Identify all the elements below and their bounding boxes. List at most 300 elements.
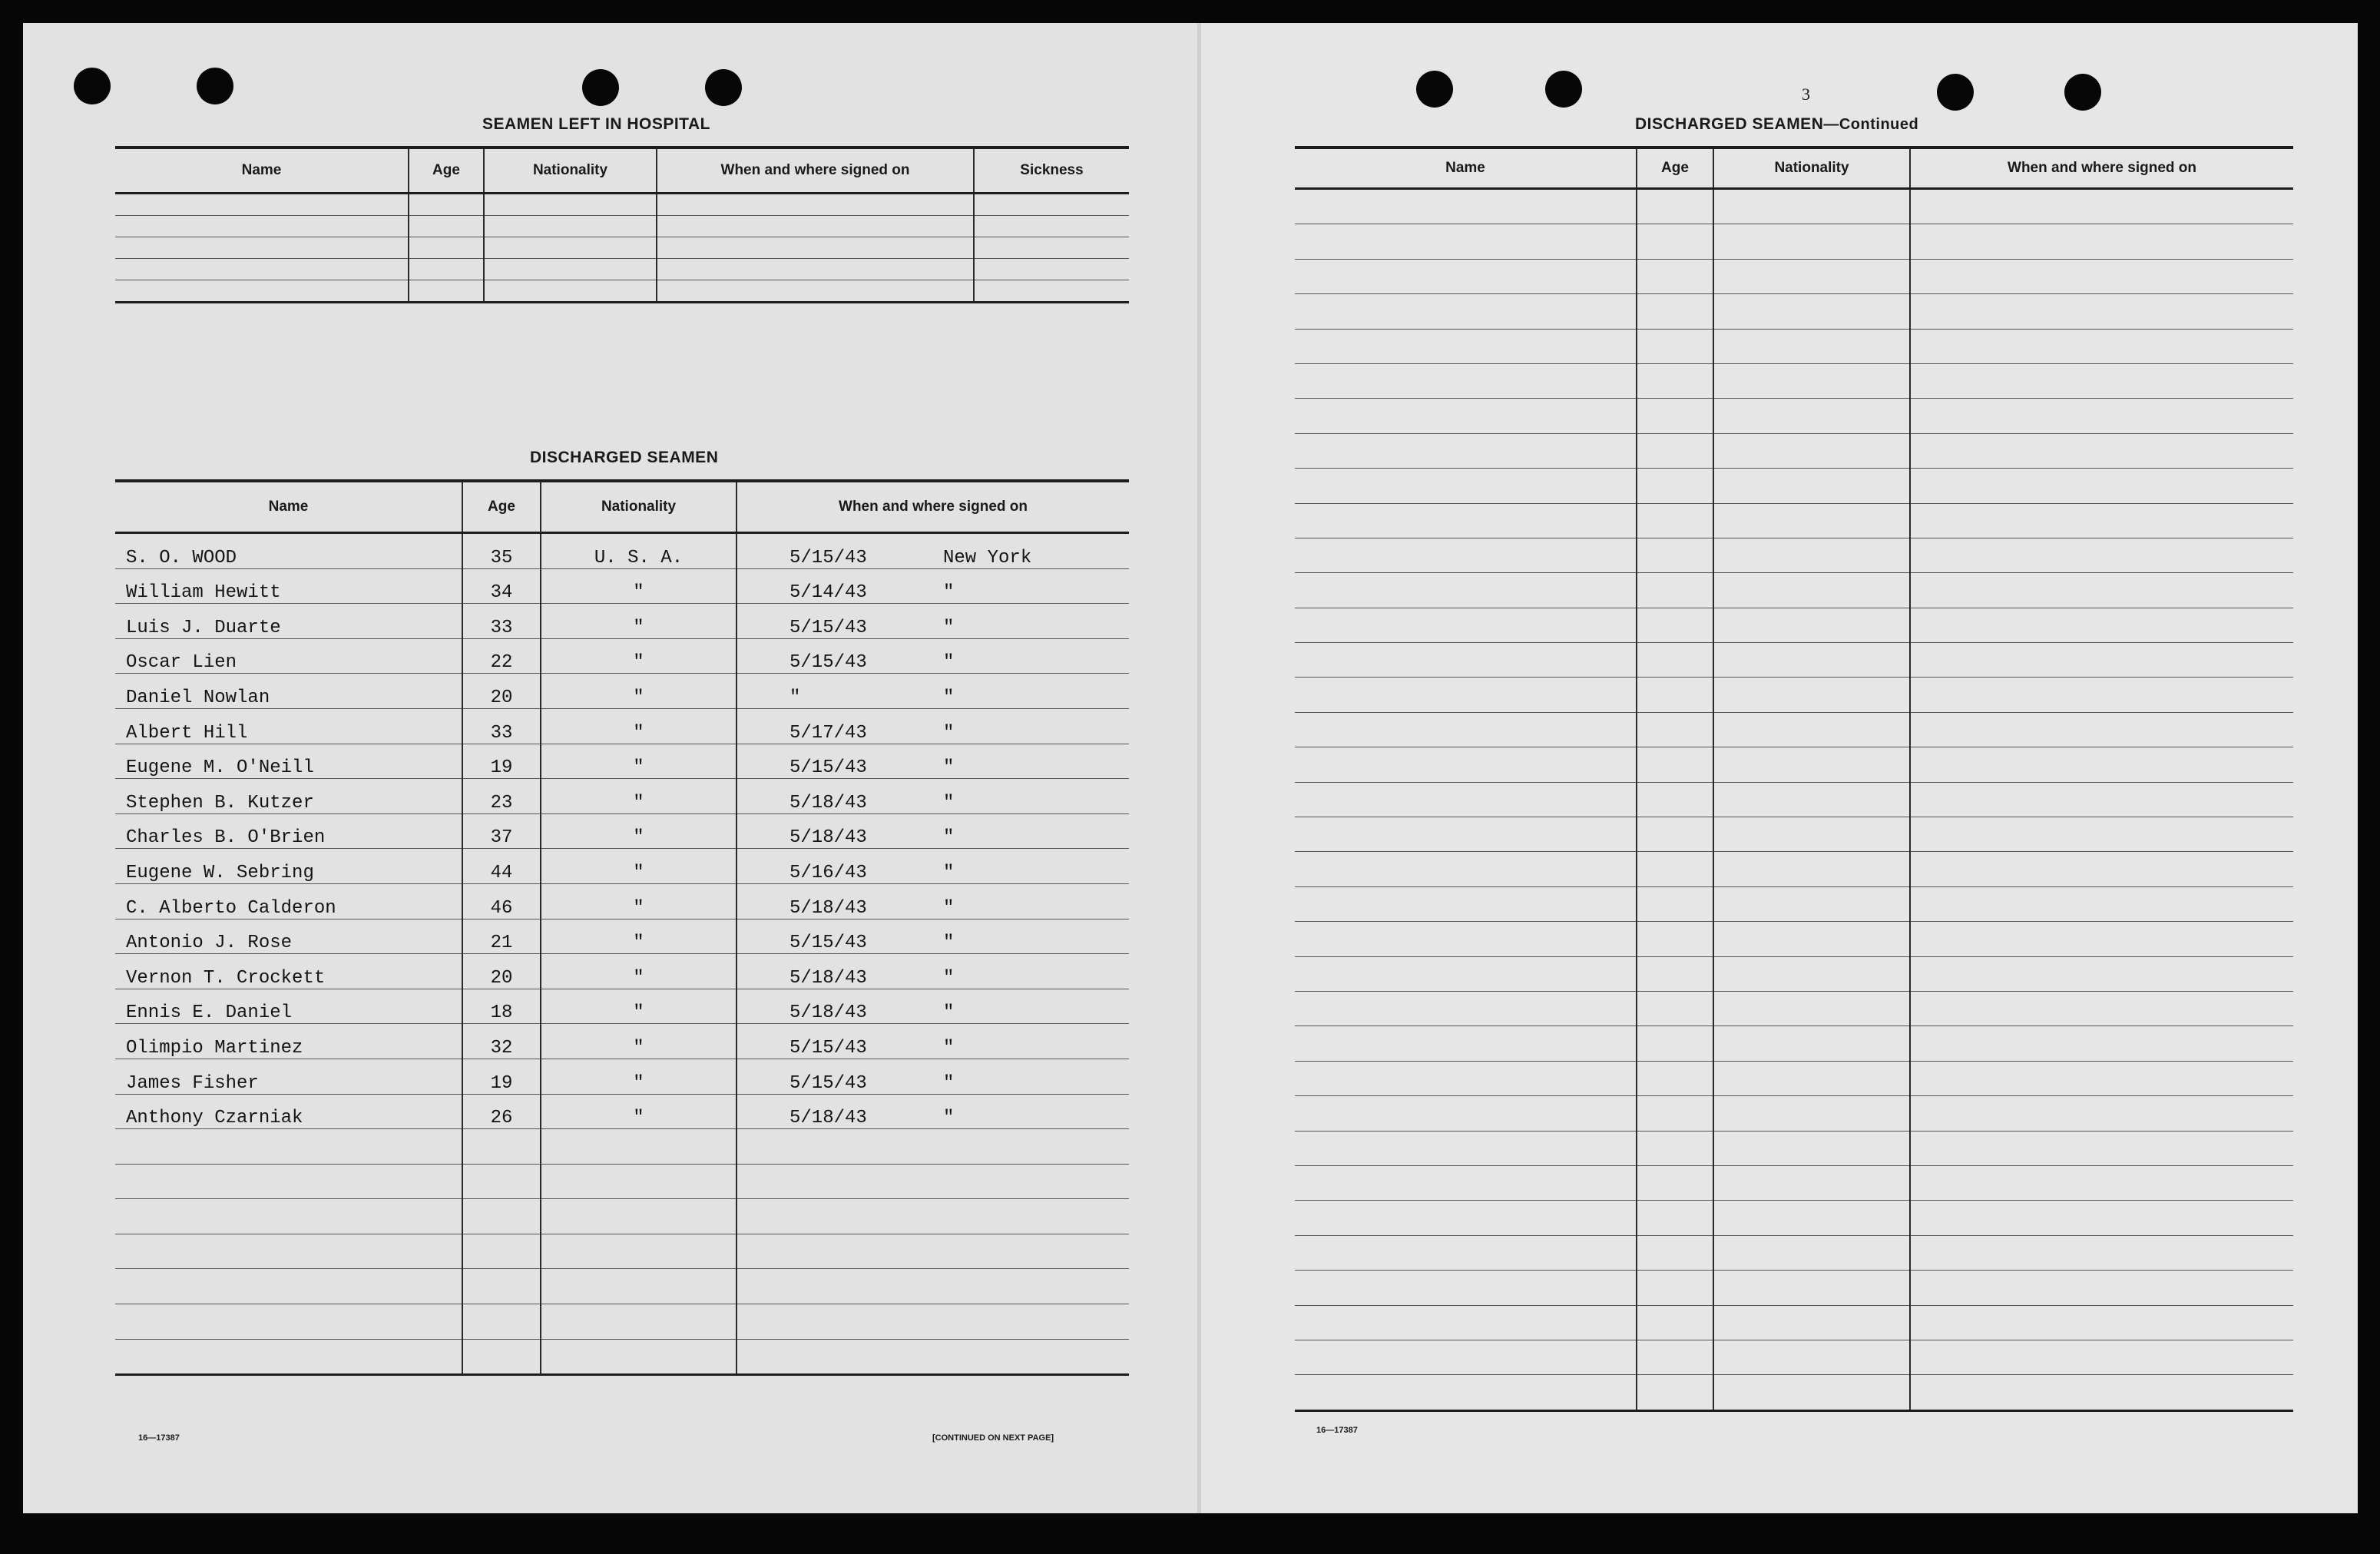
empty-cell: [484, 259, 657, 280]
empty-cell: [974, 280, 1129, 303]
signed-on-place: ": [943, 1072, 955, 1094]
seaman-name: Vernon T. Crockett: [115, 954, 462, 989]
empty-cell: [1713, 1061, 1910, 1095]
empty-cell: [1713, 469, 1910, 503]
empty-cell: [409, 194, 484, 216]
seaman-age: 22: [462, 638, 541, 674]
empty-cell: [1637, 1235, 1713, 1270]
table-row: [1295, 678, 2293, 712]
table-row: [115, 568, 1129, 604]
empty-cell: [1295, 817, 1637, 852]
column-header-nationality: Nationality: [1713, 147, 1910, 189]
empty-cell: [1713, 329, 1910, 363]
seaman-name: Albert Hill: [115, 708, 462, 744]
empty-cell: [484, 280, 657, 303]
signed-on-cell: [737, 568, 1129, 604]
signed-on-cell: [737, 1234, 1129, 1269]
table-row: [115, 237, 1129, 259]
signed-on-place: ": [943, 722, 955, 744]
seaman-age: 21: [462, 919, 541, 954]
signed-on-place: ": [943, 617, 955, 638]
empty-cell: [1295, 189, 1637, 224]
empty-cell: [484, 216, 657, 237]
empty-cell: [1713, 433, 1910, 468]
empty-cell: [1295, 1375, 1637, 1410]
table-row: [1295, 608, 2293, 642]
table-row: [115, 813, 1129, 849]
empty-cell: [1910, 433, 2293, 468]
seaman-age: 32: [462, 1024, 541, 1059]
table-row: [115, 779, 1129, 814]
empty-cell: [484, 237, 657, 259]
seaman-age: 18: [462, 989, 541, 1024]
empty-cell: [1713, 259, 1910, 293]
seaman-nationality: [541, 1269, 737, 1304]
seaman-name: [115, 1339, 462, 1375]
signed-on-cell: [737, 919, 1129, 954]
empty-cell: [1637, 678, 1713, 712]
seaman-name: Eugene W. Sebring: [115, 849, 462, 884]
table-row: [1295, 1026, 2293, 1061]
signed-on-place: ": [943, 1002, 955, 1024]
seaman-age: 33: [462, 604, 541, 639]
table-row: [1295, 1235, 2293, 1270]
empty-cell: [1637, 1375, 1713, 1410]
empty-cell: [657, 216, 974, 237]
empty-cell: [1910, 817, 2293, 852]
empty-cell: [1910, 1165, 2293, 1200]
document-sheet: [23, 23, 2358, 1513]
empty-cell: [1637, 1096, 1713, 1131]
column-header-age: Age: [462, 481, 541, 533]
empty-cell: [409, 216, 484, 237]
empty-cell: [1295, 294, 1637, 329]
empty-cell: [1295, 852, 1637, 886]
empty-cell: [1637, 1201, 1713, 1235]
empty-cell: [1713, 852, 1910, 886]
seaman-name: Ennis E. Daniel: [115, 989, 462, 1024]
empty-cell: [657, 259, 974, 280]
column-header-nationality: Nationality: [541, 481, 737, 533]
empty-cell: [1713, 643, 1910, 678]
signed-on-date: 5/17/43: [789, 722, 867, 744]
seaman-nationality: ": [541, 779, 737, 814]
table-row: [115, 1024, 1129, 1059]
table-row: [1295, 399, 2293, 433]
continued-note: [CONTINUED ON NEXT PAGE]: [932, 1433, 1054, 1443]
seaman-age: 20: [462, 674, 541, 709]
empty-cell: [1295, 573, 1637, 608]
table-row: [115, 259, 1129, 280]
empty-cell: [1637, 224, 1713, 259]
empty-cell: [1713, 538, 1910, 572]
table-header-row: [1295, 147, 2293, 189]
punch-hole: [74, 68, 111, 104]
table-row: [1295, 1061, 2293, 1095]
signed-on-cell: [737, 533, 1129, 569]
empty-cell: [1295, 433, 1637, 468]
signed-on-date: 5/18/43: [789, 1002, 867, 1024]
seaman-nationality: ": [541, 1059, 737, 1094]
signed-on-date: 5/18/43: [789, 967, 867, 989]
seaman-age: [462, 1339, 541, 1375]
column-header-name: Name: [115, 147, 409, 194]
seaman-nationality: ": [541, 813, 737, 849]
punch-hole: [197, 68, 233, 104]
seaman-age: 35: [462, 533, 541, 569]
seaman-age: 19: [462, 744, 541, 779]
signed-on-cell: [737, 638, 1129, 674]
seaman-nationality: [541, 1234, 737, 1269]
empty-cell: [1295, 224, 1637, 259]
empty-cell: [1713, 363, 1910, 398]
empty-cell: [1713, 1131, 1910, 1165]
page-number: 3: [1802, 84, 1810, 104]
seaman-nationality: [541, 1129, 737, 1165]
punch-hole: [1416, 71, 1453, 108]
table-row: [115, 1304, 1129, 1340]
table-row: [115, 674, 1129, 709]
empty-cell: [1637, 363, 1713, 398]
seaman-name: [115, 1234, 462, 1269]
seaman-nationality: ": [541, 638, 737, 674]
empty-cell: [1910, 538, 2293, 572]
seaman-name: [115, 1164, 462, 1199]
signed-on-cell: [737, 1304, 1129, 1340]
empty-cell: [1713, 1026, 1910, 1061]
empty-cell: [1713, 189, 1910, 224]
table-row: [115, 1199, 1129, 1234]
signed-on-place: New York: [943, 547, 1032, 568]
table-row: [115, 1234, 1129, 1269]
continued-title-main: DISCHARGED SEAMEN: [1635, 115, 1824, 133]
table-row: [115, 216, 1129, 237]
empty-cell: [1295, 1271, 1637, 1305]
seaman-name: Oscar Lien: [115, 638, 462, 674]
signed-on-date: 5/18/43: [789, 1108, 867, 1129]
punch-hole: [1937, 74, 1974, 111]
seaman-name: Luis J. Duarte: [115, 604, 462, 639]
table-row: [1295, 817, 2293, 852]
signed-on-cell: [737, 1339, 1129, 1375]
signed-on-cell: [737, 813, 1129, 849]
table-row: [115, 194, 1129, 216]
signed-on-date: 5/18/43: [789, 897, 867, 919]
table-row: [115, 708, 1129, 744]
seaman-age: [462, 1234, 541, 1269]
signed-on-cell: [737, 883, 1129, 919]
seaman-age: [462, 1164, 541, 1199]
table-row: [1295, 1131, 2293, 1165]
empty-cell: [1637, 294, 1713, 329]
empty-cell: [1910, 189, 2293, 224]
empty-cell: [115, 216, 409, 237]
empty-cell: [1637, 608, 1713, 642]
signed-on-date: ": [789, 687, 801, 708]
table-row: [1295, 433, 2293, 468]
empty-cell: [1910, 852, 2293, 886]
empty-cell: [1637, 259, 1713, 293]
empty-cell: [1637, 538, 1713, 572]
empty-cell: [657, 280, 974, 303]
empty-cell: [1713, 1305, 1910, 1340]
empty-cell: [1637, 503, 1713, 538]
empty-cell: [1713, 1340, 1910, 1374]
empty-cell: [1637, 886, 1713, 921]
signed-on-place: ": [943, 1037, 955, 1059]
seaman-name: Anthony Czarniak: [115, 1094, 462, 1129]
empty-cell: [1910, 1271, 2293, 1305]
empty-cell: [1295, 643, 1637, 678]
empty-cell: [1637, 747, 1713, 782]
discharged-table: [115, 479, 1129, 1376]
empty-cell: [1910, 678, 2293, 712]
empty-cell: [1713, 399, 1910, 433]
table-row: [1295, 712, 2293, 747]
seaman-nationality: ": [541, 919, 737, 954]
table-row: [1295, 294, 2293, 329]
signed-on-place: ": [943, 967, 955, 989]
signed-on-cell: [737, 1024, 1129, 1059]
empty-cell: [1910, 712, 2293, 747]
signed-on-cell: [737, 708, 1129, 744]
table-row: [1295, 538, 2293, 572]
empty-cell: [1713, 922, 1910, 956]
empty-cell: [1295, 678, 1637, 712]
empty-cell: [1637, 433, 1713, 468]
empty-cell: [1637, 1131, 1713, 1165]
empty-cell: [1910, 747, 2293, 782]
empty-cell: [409, 259, 484, 280]
empty-cell: [1910, 1026, 2293, 1061]
right-page: [1201, 23, 2358, 1513]
empty-cell: [1637, 991, 1713, 1026]
table-row: [115, 989, 1129, 1024]
table-row: [1295, 329, 2293, 363]
empty-cell: [1295, 608, 1637, 642]
signed-on-cell: [737, 954, 1129, 989]
empty-cell: [1295, 1026, 1637, 1061]
empty-cell: [1910, 1061, 2293, 1095]
seaman-nationality: ": [541, 568, 737, 604]
empty-cell: [1910, 1305, 2293, 1340]
empty-cell: [1910, 259, 2293, 293]
seaman-name: William Hewitt: [115, 568, 462, 604]
punch-hole: [1545, 71, 1582, 108]
signed-on-cell: [737, 989, 1129, 1024]
seaman-name: Charles B. O'Brien: [115, 813, 462, 849]
table-row: [115, 604, 1129, 639]
form-number: 16—17387: [1316, 1426, 1358, 1435]
signed-on-date: 5/15/43: [789, 1037, 867, 1059]
empty-cell: [1295, 1235, 1637, 1270]
empty-cell: [1295, 503, 1637, 538]
table-row: [115, 954, 1129, 989]
signed-on-place: ": [943, 792, 955, 813]
empty-cell: [1713, 1165, 1910, 1200]
seaman-age: 37: [462, 813, 541, 849]
seaman-nationality: [541, 1199, 737, 1234]
form-number: 16—17387: [138, 1433, 180, 1443]
empty-cell: [1713, 1235, 1910, 1270]
empty-cell: [1295, 538, 1637, 572]
seaman-nationality: ": [541, 954, 737, 989]
seaman-nationality: ": [541, 1024, 737, 1059]
signed-on-date: 5/15/43: [789, 757, 867, 779]
empty-cell: [1295, 922, 1637, 956]
empty-cell: [1910, 1201, 2293, 1235]
seaman-age: 19: [462, 1059, 541, 1094]
continued-table: [1295, 146, 2293, 1412]
empty-cell: [1637, 1340, 1713, 1374]
seaman-nationality: ": [541, 744, 737, 779]
empty-cell: [1295, 399, 1637, 433]
signed-on-cell: [737, 674, 1129, 709]
seaman-nationality: [541, 1304, 737, 1340]
empty-cell: [1910, 1131, 2293, 1165]
empty-cell: [409, 280, 484, 303]
table-row: [1295, 886, 2293, 921]
signed-on-date: 5/18/43: [789, 792, 867, 813]
seaman-age: 23: [462, 779, 541, 814]
empty-cell: [1910, 294, 2293, 329]
signed-on-date: 5/15/43: [789, 933, 867, 954]
seaman-age: 44: [462, 849, 541, 884]
seaman-age: 46: [462, 883, 541, 919]
signed-on-cell: [737, 1164, 1129, 1199]
empty-cell: [1295, 363, 1637, 398]
table-row: [115, 1339, 1129, 1375]
empty-cell: [1910, 956, 2293, 991]
column-header-when-where: When and where signed on: [657, 147, 974, 194]
empty-cell: [974, 259, 1129, 280]
empty-cell: [1713, 608, 1910, 642]
signed-on-cell: [737, 1059, 1129, 1094]
column-header-when-where: When and where signed on: [737, 481, 1129, 533]
empty-cell: [115, 280, 409, 303]
empty-cell: [1295, 712, 1637, 747]
table-row: [1295, 782, 2293, 817]
empty-cell: [1910, 224, 2293, 259]
empty-cell: [1637, 573, 1713, 608]
empty-cell: [1295, 886, 1637, 921]
discharged-table-body: [115, 533, 1129, 1375]
hospital-section-title: SEAMEN LEFT IN HOSPITAL: [482, 115, 710, 133]
empty-cell: [1295, 991, 1637, 1026]
table-row: [115, 919, 1129, 954]
empty-cell: [1713, 1201, 1910, 1235]
table-row: [1295, 1340, 2293, 1374]
column-header-name: Name: [115, 481, 462, 533]
seaman-age: 26: [462, 1094, 541, 1129]
table-header-row: [115, 481, 1129, 533]
hospital-table: [115, 146, 1129, 303]
signed-on-cell: [737, 744, 1129, 779]
empty-cell: [1910, 608, 2293, 642]
seaman-name: Olimpio Martinez: [115, 1024, 462, 1059]
seaman-name: [115, 1199, 462, 1234]
table-row: [1295, 991, 2293, 1026]
table-row: [115, 883, 1129, 919]
signed-on-place: ": [943, 582, 955, 604]
empty-cell: [974, 194, 1129, 216]
empty-cell: [1713, 886, 1910, 921]
empty-cell: [974, 216, 1129, 237]
empty-cell: [1295, 1096, 1637, 1131]
signed-on-cell: [737, 1129, 1129, 1165]
table-row: [1295, 503, 2293, 538]
signed-on-date: 5/15/43: [789, 1072, 867, 1094]
table-row: [1295, 189, 2293, 224]
table-header-row: [115, 147, 1129, 194]
table-row: [1295, 852, 2293, 886]
left-page: [23, 23, 1198, 1513]
empty-cell: [1637, 399, 1713, 433]
signed-on-place: ": [943, 652, 955, 674]
table-row: [1295, 1305, 2293, 1340]
empty-cell: [1637, 189, 1713, 224]
seaman-age: [462, 1129, 541, 1165]
continued-table-body: [1295, 189, 2293, 1411]
signed-on-date: 5/14/43: [789, 582, 867, 604]
empty-cell: [1637, 922, 1713, 956]
signed-on-cell: [737, 779, 1129, 814]
table-row: [1295, 643, 2293, 678]
empty-cell: [1713, 956, 1910, 991]
empty-cell: [1910, 1375, 2293, 1410]
empty-cell: [1637, 469, 1713, 503]
seaman-nationality: ": [541, 708, 737, 744]
empty-cell: [1637, 329, 1713, 363]
seaman-age: [462, 1269, 541, 1304]
table-row: [1295, 1271, 2293, 1305]
table-row: [1295, 363, 2293, 398]
signed-on-cell: [737, 1269, 1129, 1304]
empty-cell: [1295, 329, 1637, 363]
empty-cell: [1295, 1131, 1637, 1165]
empty-cell: [1295, 956, 1637, 991]
column-header-age: Age: [1637, 147, 1713, 189]
empty-cell: [1713, 991, 1910, 1026]
seaman-name: [115, 1129, 462, 1165]
empty-cell: [1637, 1271, 1713, 1305]
empty-cell: [1910, 363, 2293, 398]
empty-cell: [115, 194, 409, 216]
empty-cell: [1295, 1061, 1637, 1095]
empty-cell: [1713, 1375, 1910, 1410]
empty-cell: [1713, 817, 1910, 852]
seaman-age: 33: [462, 708, 541, 744]
seaman-name: Daniel Nowlan: [115, 674, 462, 709]
table-row: [115, 533, 1129, 569]
empty-cell: [1637, 852, 1713, 886]
seaman-name: C. Alberto Calderon: [115, 883, 462, 919]
seaman-name: James Fisher: [115, 1059, 462, 1094]
table-row: [115, 1059, 1129, 1094]
empty-cell: [1637, 817, 1713, 852]
signed-on-place: ": [943, 862, 955, 883]
empty-cell: [1910, 469, 2293, 503]
continued-section-title: [1635, 115, 1918, 134]
empty-cell: [1637, 712, 1713, 747]
empty-cell: [1295, 782, 1637, 817]
empty-cell: [974, 237, 1129, 259]
column-header-name: Name: [1295, 147, 1637, 189]
empty-cell: [1910, 399, 2293, 433]
empty-cell: [1295, 259, 1637, 293]
empty-cell: [115, 259, 409, 280]
hospital-table-body: [115, 194, 1129, 303]
